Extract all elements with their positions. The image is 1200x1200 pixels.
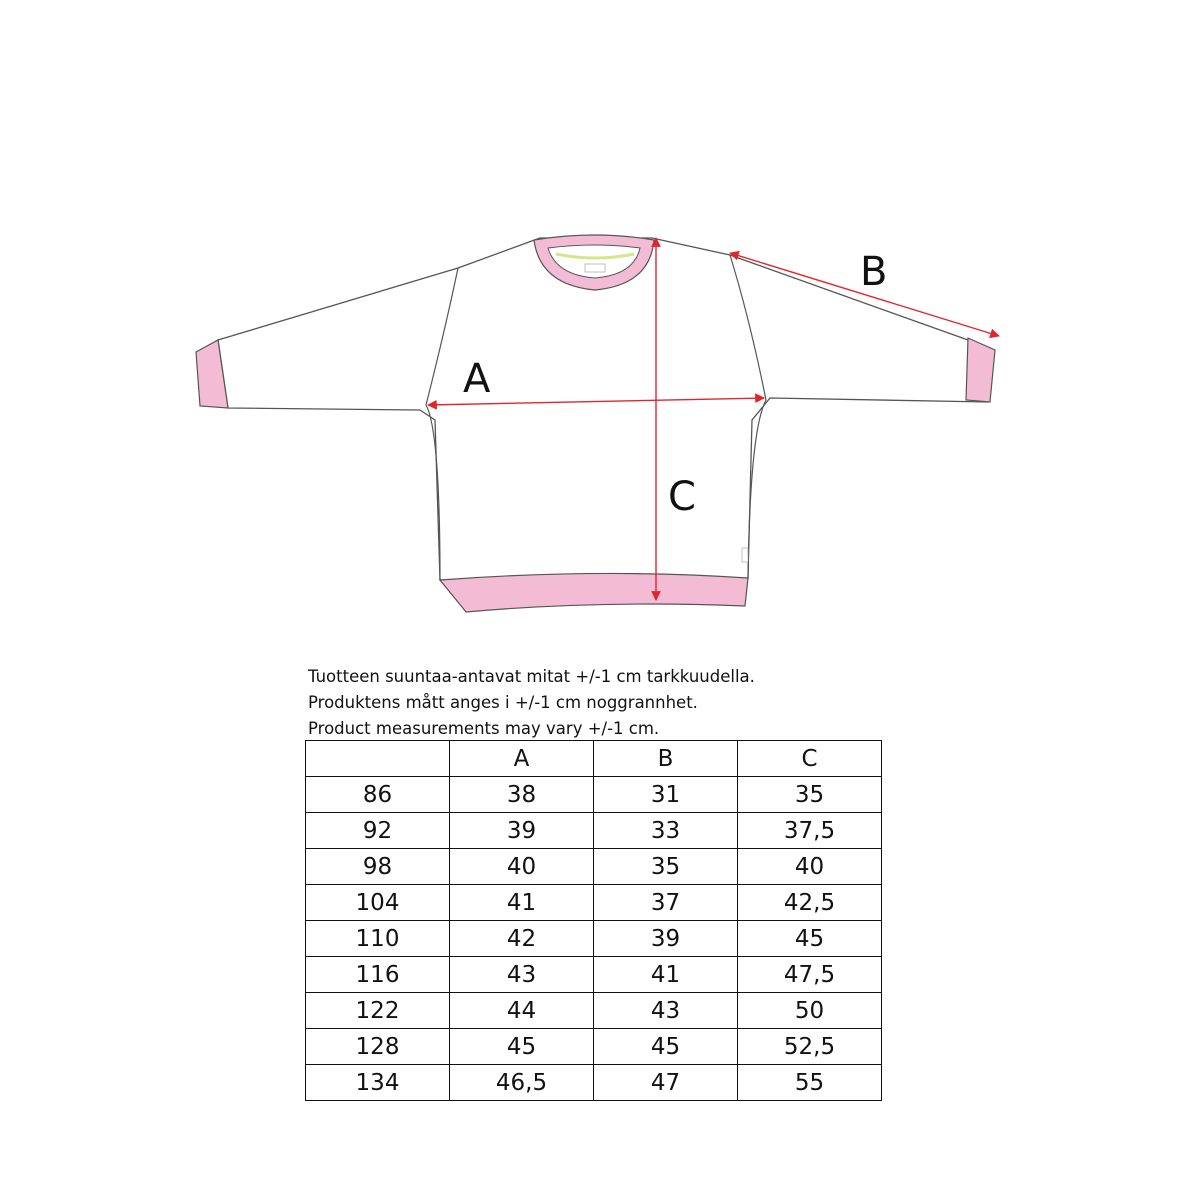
- table-row: [306, 777, 882, 813]
- cell-size: 92: [306, 813, 450, 849]
- cell-b: 31: [594, 777, 738, 813]
- side-label: [742, 548, 748, 562]
- cell-a: 42: [450, 921, 594, 957]
- cell-size: 104: [306, 885, 450, 921]
- neck-label: [585, 264, 605, 272]
- cell-size: 86: [306, 777, 450, 813]
- cell-a: 40: [450, 849, 594, 885]
- cell-c: 42,5: [738, 885, 882, 921]
- table-row: [306, 813, 882, 849]
- table-row: [306, 885, 882, 921]
- table-row: [306, 849, 882, 885]
- header-c: C: [738, 741, 882, 777]
- size-table: [305, 740, 882, 1101]
- header-size: [306, 741, 450, 777]
- cell-c: 45: [738, 921, 882, 957]
- cell-a: 44: [450, 993, 594, 1029]
- cell-a: 43: [450, 957, 594, 993]
- cell-size: 110: [306, 921, 450, 957]
- cell-b: 47: [594, 1065, 738, 1101]
- cell-c: 40: [738, 849, 882, 885]
- dimension-label-b: B: [860, 249, 888, 295]
- note-finnish: Tuotteen suuntaa-antavat mitat +/-1 cm tarkkuudella.: [308, 667, 755, 686]
- right-cuff: [966, 338, 995, 402]
- cell-size: 134: [306, 1065, 450, 1101]
- table-row: [306, 993, 882, 1029]
- cell-b: 45: [594, 1029, 738, 1065]
- dimension-label-a: A: [463, 356, 491, 402]
- note-swedish: Produktens mått anges i +/-1 cm noggrannhet.: [308, 693, 698, 712]
- header-a: A: [450, 741, 594, 777]
- table-row: [306, 921, 882, 957]
- cell-size: 116: [306, 957, 450, 993]
- hem-band: [440, 573, 748, 612]
- cell-c: 47,5: [738, 957, 882, 993]
- header-b: B: [594, 741, 738, 777]
- cell-size: 98: [306, 849, 450, 885]
- cell-a: 38: [450, 777, 594, 813]
- table-row: [306, 957, 882, 993]
- cell-a: 45: [450, 1029, 594, 1065]
- cell-c: 50: [738, 993, 882, 1029]
- table-row: [306, 1065, 882, 1101]
- cell-c: 37,5: [738, 813, 882, 849]
- table-row: [306, 1029, 882, 1065]
- cell-size: 128: [306, 1029, 450, 1065]
- cell-c: 52,5: [738, 1029, 882, 1065]
- cell-a: 46,5: [450, 1065, 594, 1101]
- measurement-notes: [308, 664, 755, 742]
- cell-b: 33: [594, 813, 738, 849]
- cell-a: 41: [450, 885, 594, 921]
- note-english: Product measurements may vary +/-1 cm.: [308, 719, 660, 738]
- cell-b: 37: [594, 885, 738, 921]
- cell-size: 122: [306, 993, 450, 1029]
- table-header-row: [306, 741, 882, 777]
- cell-b: 41: [594, 957, 738, 993]
- cell-b: 39: [594, 921, 738, 957]
- dimension-label-c: C: [668, 474, 696, 520]
- cell-b: 43: [594, 993, 738, 1029]
- cell-c: 35: [738, 777, 882, 813]
- cell-b: 35: [594, 849, 738, 885]
- cell-a: 39: [450, 813, 594, 849]
- cell-c: 55: [738, 1065, 882, 1101]
